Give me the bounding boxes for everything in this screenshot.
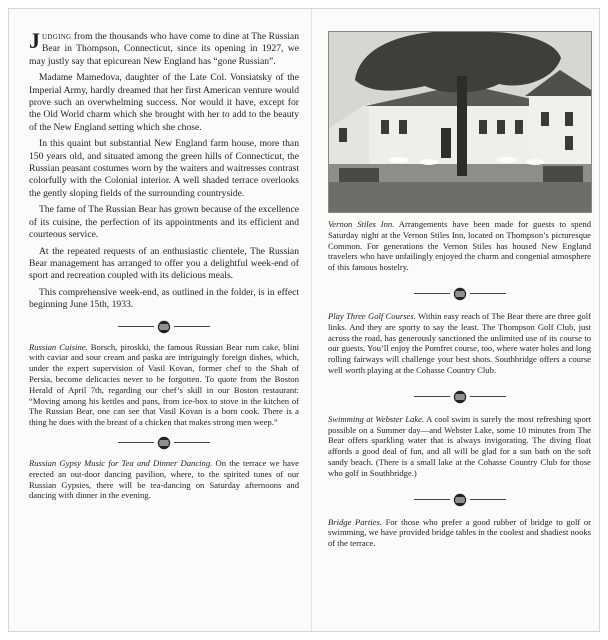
bridge-paragraph: [328, 517, 591, 549]
bridge-section: [328, 517, 591, 549]
medallion-icon: [157, 436, 171, 450]
swim-paragraph: [328, 414, 591, 479]
swim-heading: Swimming at Webster Lake.: [328, 413, 425, 424]
bridge-body: For those who prefer a good rubber of bridge to golf or swimming, we have provided bridge tables in the coolest and shadiest nooks of the terrace.: [328, 516, 592, 549]
right-column: [312, 9, 601, 553]
ornament-divider: [328, 493, 591, 507]
intro-paragraph-5: At the repeated requests of an enthusiastic clientele, The Russian Bear management has arranged to offer you a delightful week-end of sport and recreation coupled with its delicious meals.: [29, 245, 299, 282]
inn-section: [328, 219, 591, 273]
intro-paragraph-2: Madame Mamedova, daughter of the Late Col. Vonsiatsky of the Imperial Army, hardly dreamed that her first American venture would prove such an overwhelming success. Nor would it have, except for the Old World charm which she brought with her to add to the beauty of the New England setting which she chose.: [29, 72, 299, 133]
intro-paragraph-1-text: from the thousands who have come to dine at The Russian Bear in Thompson, Connecticut, since its opening in 1927, we may justly say that epicurean New England has “gone Russian”.: [29, 31, 299, 67]
ornament-divider: [328, 390, 591, 404]
cuisine-body: Borsch, piroskki, the famous Russian Bear rum cake, blini with caviar and sour cream and paska are intriguingly foreign dishes, which, under the expert supervision of Vasil Kovan, former chef to the Shah of Persia, become delicacies never to be forgotten. To quote from the Boston Herald of April 7th, regarding our chef’s skill in our Boston restaurant: “Moving among his kettles and pans, from ice-box to stove in the kitchen of The Russian Bear, one can see that Vasil Kovan is a born cook. There is a thing he does with the breast of a chicken that makes strong men weep.”: [29, 341, 300, 428]
golf-paragraph: [328, 311, 591, 376]
golf-section: [328, 311, 591, 376]
cuisine-heading: Russian Cuisine.: [29, 341, 88, 352]
medallion-icon: [453, 287, 467, 301]
golf-heading: Play Three Golf Courses.: [328, 310, 416, 321]
gypsy-heading: Russian Gypsy Music for Tea and Dinner Dancing.: [29, 457, 213, 468]
inn-photo-illustration: [329, 32, 591, 212]
brochure-sheet: [8, 8, 600, 632]
lead-word: udging: [42, 31, 72, 42]
inn-body: Arrangements have been made for guests to spend Saturday night at the Vernon Stiles Inn, located on Thompson’s picturesque Common. For generations the Vernon Stiles has housed New England travelers who have unfailingly enjoyed the charm and congenial atmosphere of this famous hostelry.: [328, 219, 591, 273]
swimming-section: [328, 414, 591, 479]
intro-paragraph-4: The fame of The Russian Bear has grown because of the excellence of its cuisine, the perfection of its appointments and its efficient and courteous service.: [29, 204, 299, 241]
swim-body: A cool swim is surely the most refreshing sport possible on a Summer day—and Webster Lake, some 10 minutes from The Bear offers sparkling water that is always invigorating. The diving float affords a good deal of fun, and all will be glad for a sun bath on the soft sandy beach. (There is a small lake at the Cohasse Country Club for those who golf in Southbridge.): [328, 413, 592, 478]
intro-paragraph-3: In this quaint but substantial New England farm house, more than 150 years old, and situated among the green hills of Connecticut, the Russian peasant costumes worn by the waiters and waitresses contrast colorfully with the Colonial interior. A well shaded terrace overlooks the gently sloping fields of the surrounding countryside.: [29, 138, 299, 199]
drop-cap: J: [29, 28, 40, 53]
cuisine-section: [29, 342, 299, 428]
medallion-icon: [453, 390, 467, 404]
ornament-divider: [328, 287, 591, 301]
golf-body: Within easy reach of The Bear there are three golf links. And they are sporty to say the least. The Thompson Golf Club, just across the road, has generously sanctioned the unlimited use of its course to our guests. You’ll enjoy the Pomfret course, too, where water holes and long rolling fairways will challenge your best shots. Southbridge offers a course well worth playing at the Cohasse Country Club.: [328, 310, 592, 375]
inn-paragraph: [328, 219, 591, 273]
ornament-divider: [29, 320, 299, 334]
inn-heading: Vernon Stiles Inn.: [328, 219, 395, 229]
left-column: [9, 9, 311, 505]
intro-section: [29, 28, 299, 312]
intro-paragraph-1: [29, 28, 299, 68]
medallion-icon: [453, 493, 467, 507]
gypsy-paragraph: [29, 458, 299, 501]
bridge-heading: Bridge Parties.: [328, 516, 382, 527]
intro-paragraph-6: This comprehensive week-end, as outlined in the folder, is in effect beginning June 15th, 1933.: [29, 286, 299, 311]
medallion-icon: [157, 320, 171, 334]
cuisine-paragraph: [29, 342, 299, 428]
inn-photograph: [328, 31, 592, 213]
gypsy-music-section: [29, 458, 299, 501]
ornament-divider: [29, 436, 299, 450]
gypsy-body: On the terrace we have erected an out-door dancing pavilion, where, to the spirited tunes of our Russian Gypsies, there will be tea-dancing on Saturday afternoons and dancing with dinner in the evening.: [29, 457, 299, 501]
